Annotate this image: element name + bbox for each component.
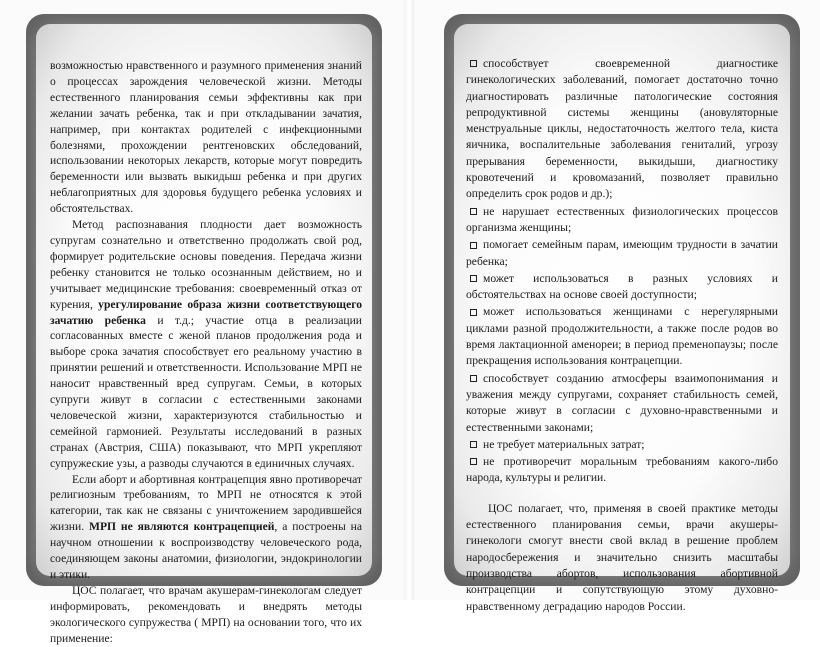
paragraph-4: ЦОС полагает, что врачам акушерам-гинекологам следует информировать, рекомендовать и внедрять методы экологического супружества ( МРП) на основании того, что их применение: — [50, 583, 362, 645]
list-item: может использоваться женщинами с нерегулярными циклами разной продолжительности, а также после родов во время лактационной аменореи; в период пременопаузы; после прекращения использования контрацепции. — [466, 305, 778, 368]
paragraph-1: возможностью нравственного и разумного применения знаний о процессах зарождения человеческой жизни. Методы естественного планирования семьи эффективны как при желании зачать ребенка, так и при откладывании зачатия, например, при контактах родителей с инфекционными болезнями, прохождении рентгеновских обследований, использовании некоторых лекарств, которые могут повредить беременности или вызвать выкидыш ребенка и при других неблагоприятных для здоровья будущего ребенка условиях и обстоятельствах. — [50, 59, 362, 216]
bold-phrase: МРП не являются контрацепцией — [89, 520, 275, 534]
left-page — [26, 14, 382, 645]
list-item: помогает семейным парам, имеющим трудности в зачатии ребенка; — [466, 238, 778, 268]
paragraph-2: Метод распознавания плодности дает возможность супругам сознательно и ответственно продолжать свой род, формирует родительские основы поведения. Передача жизни ребенку становится не только осознанным действием, но и учитывает медицинские требования: своевременный отказ от курения, урегулирование образа жизни соответствующего зачатию ребенка и т.д.; участие отца в реализации согласованных вместе с женой планов продолжения рода и выборе срока зачатия способствует его реальному участию в принятии решений и ответственности. Использование МРП не наносит нравственный вред супругам. Семьи, в которых супруги живут в согласии с естественными законами человеческой жизни, характеризуются стабильностью и семейной гармонией. Результаты исследований в разных странах (Австрия, США) показывают, что МРП укрепляют супружеские узы, а разводы случаются в единичных случаях. — [50, 218, 362, 470]
list-item: способствует своевременной диагностике гинекологических заболеваний, помогает достаточно точно диагностировать различные патологические состояния репродуктивной системы женщины (ановуляторные менструальные циклы, недостаточность желтого тела, киста яичника, воспалительные заболевания гениталий, угрозу прерывания беременности, выкидыши, диагностику кровотечений и кровомазаний, позволяет правильно определить срок родов и др.); — [466, 57, 778, 201]
list-item: может использоваться в разных условиях и обстоятельствах на основе своей доступности; — [466, 271, 778, 302]
square-bullet-icon — [470, 275, 477, 282]
square-bullet-icon — [470, 242, 477, 249]
list-item: не требует материальных затрат; — [466, 437, 778, 453]
square-bullet-icon — [470, 441, 477, 448]
book-gutter — [404, 0, 414, 600]
square-bullet-icon — [470, 375, 477, 382]
bold-phrase: урегулирование образа жизни соответствующего зачатию ребенка — [50, 297, 362, 327]
right-page-text — [466, 56, 778, 615]
left-page-text — [50, 58, 362, 647]
square-bullet-icon — [470, 309, 477, 316]
square-bullet-icon — [470, 458, 477, 465]
list-item: способствует созданию атмосферы взаимопонимания и уважения между супругами, сохраняет стабильность семей, которые живут в согласии с духовно-нравственными и естественными законами; — [466, 371, 778, 434]
list-item: не нарушает естественных физиологических процессов организма женщины; — [466, 204, 778, 234]
square-bullet-icon — [470, 208, 477, 215]
conclusion-paragraph: ЦОС полагает, что, применяя в своей практике методы естественного планирования семьи, врачи акушеры-гинекологи смогут внести свой вклад в решение проблем народосбережения и значительно снизить масштабы производства абортов, использования абортивной контрацепции и сопутствующую этому духовно-нравственному деградацию народов России. — [466, 501, 778, 613]
list-item: не противоречит моральным требованиям какого-либо народа, культуры и религии. — [466, 455, 778, 485]
right-page — [444, 14, 800, 613]
square-bullet-icon — [470, 60, 477, 67]
paragraph-3: Если аборт и абортивная контрацепция явно противоречат религиозным требованиям, то МРП не относятся к этой категории, так как не связаны с уничтожением зародившейся жизни. МРП не являются контрацепцией, а построены на научном отношении к воспроизводству человеческого рода, соединяющем законы анатомии, физиологии, эндокринологии и этики. — [50, 472, 362, 581]
